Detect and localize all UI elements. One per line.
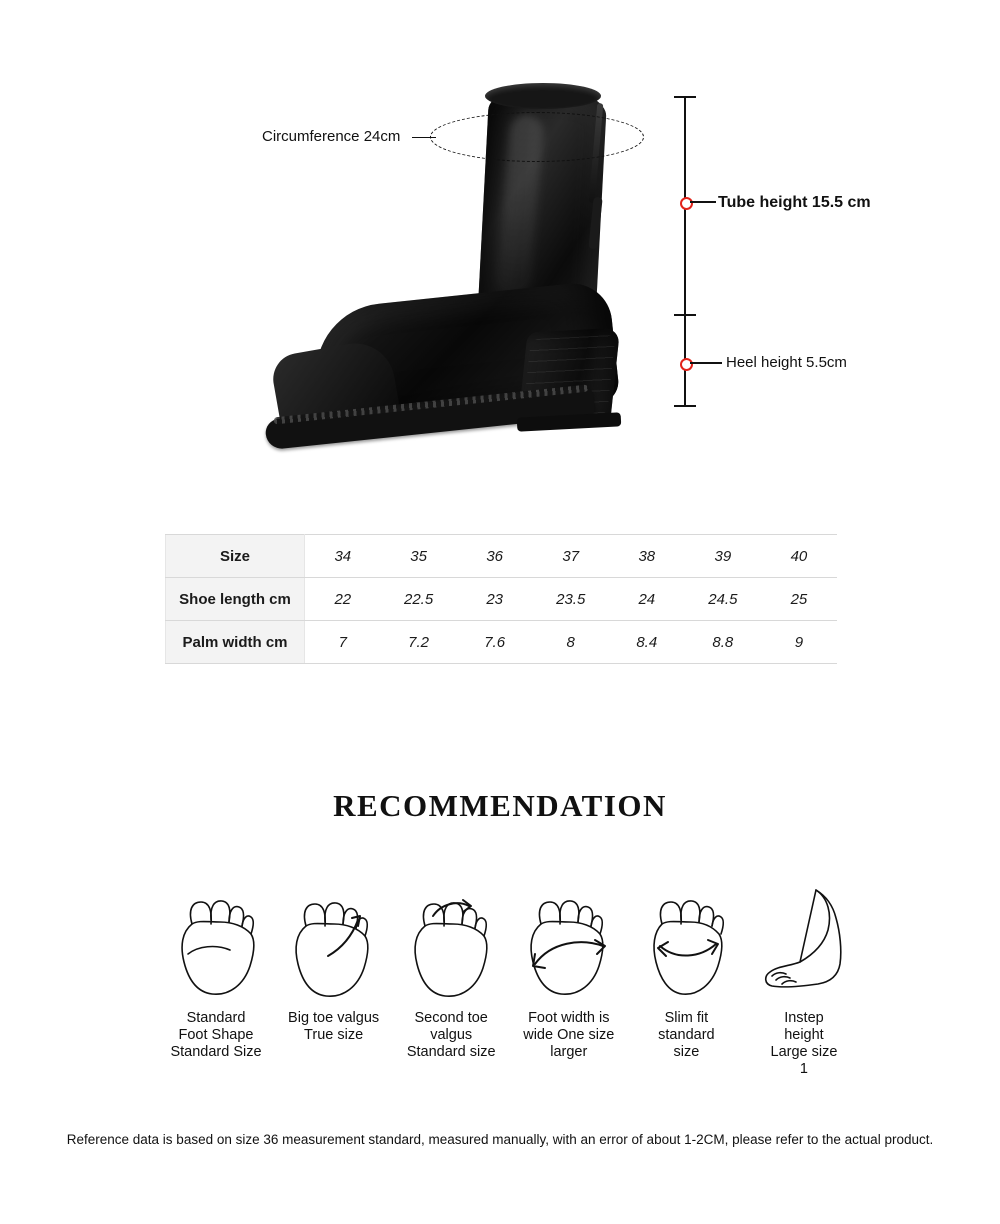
table-cell: 8 [533,621,609,664]
list-item [395,880,507,1078]
size-chart-table [165,534,837,664]
table-cell: 7.6 [457,621,533,664]
measurement-footnote: Reference data is based on size 36 measurement standard, measured manually, with an error of about 1-2CM, please refer to the actual product. [66,1132,934,1147]
table-cell: 38 [609,535,685,578]
foot-slim-icon [638,880,734,1008]
table-cell: 23.5 [533,578,609,621]
table-row [166,578,838,621]
foot-standard-icon [168,880,264,1008]
table-cell: 37 [533,535,609,578]
foot-secondtoe-valgus-icon [403,880,499,1008]
recommendation-title: RECOMMENDATION [333,788,667,823]
table-cell: 7.2 [381,621,457,664]
table-row [166,535,838,578]
circumference-dashed-ellipse [430,112,644,162]
table-cell: 8.8 [685,621,761,664]
list-item [278,880,390,1078]
foot-instep-icon [756,880,852,1008]
bracket-cap-bottom [674,405,696,407]
table-row [166,621,838,664]
foot-shape-caption: Big toe valgus True size [288,1010,380,1043]
table-cell: 8.4 [609,621,685,664]
size-chart-table-container [165,534,837,664]
table-row-header: Size [166,535,305,578]
table-cell: 24 [609,578,685,621]
table-cell: 24.5 [685,578,761,621]
bracket-cap-top [674,96,696,98]
table-row-header: Shoe length cm [166,578,305,621]
table-cell: 36 [457,535,533,578]
table-cell: 34 [305,535,381,578]
list-item [513,880,625,1078]
foot-shape-caption: Slim fit standard size [658,1010,715,1060]
foot-wide-icon [521,880,617,1008]
product-measurement-section [0,0,1000,510]
tube-height-annotation-label: Tube height 15.5 cm [718,194,871,211]
foot-shape-caption: Standard Foot Shape Standard Size [170,1010,262,1060]
foot-shape-caption: Second toe valgus Standard size [406,1010,496,1060]
foot-bigtoe-valgus-icon [286,880,382,1008]
list-item [160,880,272,1078]
foot-shape-caption: Foot width is wide One size larger [523,1010,615,1060]
table-cell: 9 [761,621,837,664]
table-cell: 40 [761,535,837,578]
table-cell: 39 [685,535,761,578]
table-row-header: Palm width cm [166,621,305,664]
foot-shape-recommendation-row [160,880,860,1078]
table-cell: 22 [305,578,381,621]
table-cell: 23 [457,578,533,621]
list-item [630,880,742,1078]
heel-height-connector-line [690,362,722,364]
table-cell: 7 [305,621,381,664]
heel-height-marker-dot [680,358,693,371]
table-cell: 25 [761,578,837,621]
heel-height-annotation-label: Heel height 5.5cm [726,354,847,371]
bracket-cap-middle [674,314,696,316]
boot-collar [485,83,601,109]
tube-height-marker-dot [680,197,693,210]
table-cell: 22.5 [381,578,457,621]
circumference-annotation-label: Circumference 24cm [262,128,401,145]
list-item [748,880,860,1078]
tube-height-connector-line [690,201,716,203]
table-cell: 35 [381,535,457,578]
foot-shape-caption: Instep height Large size 1 [770,1010,838,1077]
